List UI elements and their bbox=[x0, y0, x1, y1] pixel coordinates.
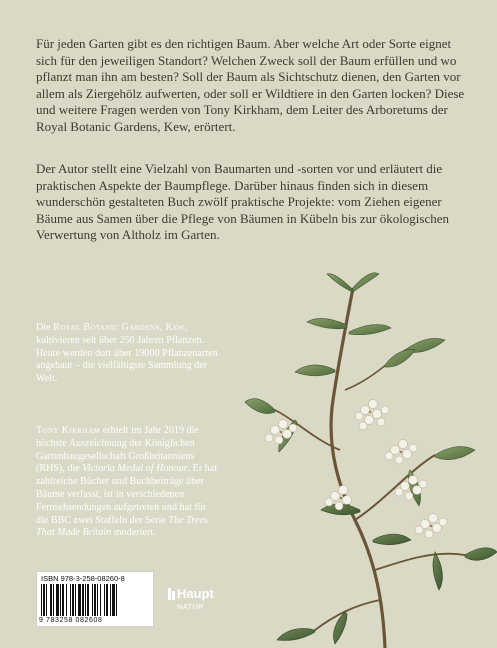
author-note-text-1: erhielt im Jahr 2019 die höchste Auszeichnung der Königlichen Gartenbaugesellschaft Großbritanniens (RHS), die bbox=[36, 425, 199, 475]
publisher-name: Haupt bbox=[177, 586, 214, 601]
series-title: The Trees That Made Britain bbox=[36, 514, 208, 539]
barcode-bar bbox=[110, 584, 111, 616]
kew-note-prefix: Die bbox=[36, 322, 54, 333]
barcode-bar bbox=[72, 584, 74, 616]
kew-name: Royal Botanic Gardens, Kew bbox=[53, 322, 185, 333]
barcode-bar bbox=[97, 584, 98, 616]
barcode-bar bbox=[94, 584, 96, 616]
barcode-bar bbox=[60, 584, 61, 616]
barcode-bar bbox=[41, 584, 42, 616]
intro-paragraph: Für jeden Garten gibt es den richtigen Baum. Aber welche Art oder Sorte eignet sich für den jeweiligen Standort? Welchen Zweck soll der Baum erfüllen und wo pflanzt man ihn am besten? Soll der Baum als Sichtschutz dienen, den Garten vor allem als Ziergehölz aufwerten, oder soll er Wildtiere in den Garten locken? Diese und weitere Fragen werden von Tony Kirkham, dem Leiter des Arboretums der Royal Botanic Gardens, Kew, erörtert. bbox=[36, 36, 465, 134]
barcode-bar bbox=[87, 584, 89, 616]
description-paragraph: Der Autor stellt eine Vielzahl von Baumarten und -sorten vor und erläutert die praktischen Aspekte der Baumpflege. Darüber hinaus finden sich in diesem wunderschön gestalteten Buch zwölf praktische Projekte: vom Ziehen eigener Bäume aus Samen über die Pflege von Bäumen in Kübeln bis zur ökologischen Verwertung von Altholz im Garten. bbox=[36, 161, 450, 243]
barcode-box bbox=[36, 571, 154, 627]
barcode-bar bbox=[106, 584, 108, 616]
publisher-logo bbox=[168, 586, 228, 618]
barcode-bar bbox=[62, 584, 64, 616]
isbn-label: ISBN 978-3-258-08260-8 bbox=[41, 574, 125, 583]
barcode-bars bbox=[41, 584, 151, 616]
barcode-bar bbox=[92, 584, 93, 616]
barcode-bar bbox=[104, 584, 105, 616]
barcode-bar bbox=[66, 584, 67, 616]
kew-note-text: , kultivieren seit über 250 Jahren Pflanzen. Heute werden dort über 19000 Pflanzenarten angebaut – die vielfältigste Sammlung der Welt. bbox=[36, 322, 218, 385]
barcode-bar bbox=[75, 584, 76, 616]
barcode-bar bbox=[85, 584, 86, 616]
author-name: Tony Kirkham bbox=[36, 425, 101, 436]
haupt-logo-mark-icon bbox=[168, 588, 175, 600]
barcode-bar bbox=[50, 584, 52, 616]
barcode-bar bbox=[70, 584, 71, 616]
barcode-bar bbox=[116, 584, 117, 616]
barcode-bar bbox=[82, 584, 84, 616]
barcode-bar bbox=[56, 584, 59, 616]
barcode-bar bbox=[112, 584, 115, 616]
barcode-bar bbox=[43, 584, 45, 616]
barcode-digits: 9 783258 082608 bbox=[39, 617, 103, 624]
award-title: Victoria Medal of Honour bbox=[82, 463, 188, 475]
barcode-bar bbox=[53, 584, 54, 616]
barcode-bar bbox=[100, 584, 101, 616]
hawthorn-branch-illustration bbox=[235, 270, 497, 648]
author-note-text-2: . Er hat zahlreiche Bücher und Buchbeiträge über Bäume verfasst, ist in verschiedenen Fernsehsendungen aufgetreten und hat für die BBC zwei Staffeln der Serie bbox=[36, 463, 218, 526]
author-note bbox=[36, 425, 221, 540]
barcode-bar bbox=[46, 584, 47, 616]
publisher-imprint: NATUR bbox=[177, 602, 204, 611]
kew-note bbox=[36, 322, 221, 386]
author-note-text-3: moderiert. bbox=[111, 527, 156, 539]
barcode-bar bbox=[78, 584, 81, 616]
